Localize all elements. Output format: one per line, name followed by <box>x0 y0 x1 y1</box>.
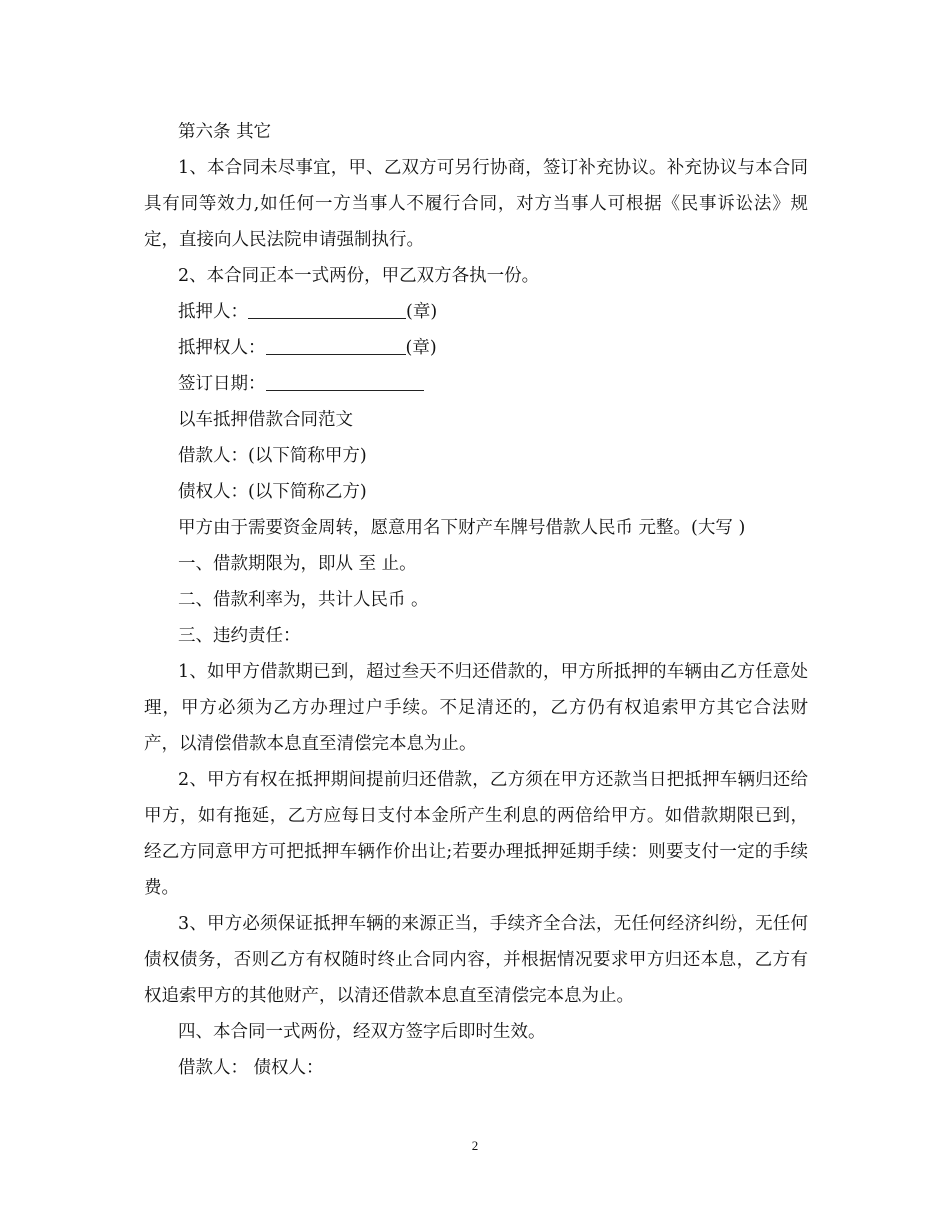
signature-blank <box>266 336 406 355</box>
signature-label: 抵押人： <box>178 302 248 322</box>
clause-copies: 四、本合同一式两份，经双方签字后即时生效。 <box>178 1022 546 1042</box>
signing-date-line <box>144 366 808 402</box>
date-label: 签订日期： <box>178 374 266 394</box>
page-number: 2 <box>471 1138 479 1153</box>
signature-line-mortgagee <box>144 330 808 366</box>
paragraph-1: 1、本合同未尽事宜，甲、乙双方可另行协商，签订补充协议。补充协议与本合同具有同等效力,如任何一方当事人不履行合同，对方当事人可根据《民事诉讼法》规定，直接向人民法院申请强制执行。 <box>144 158 808 250</box>
liability-item-1: 1、如甲方借款期已到，超过叁天不归还借款的，甲方所抵押的车辆由乙方任意处理，甲方必须为乙方办理过户手续。不足清还的，乙方仍有权追索甲方其它合法财产，以清偿借款本息直至清偿完本息为止。 <box>144 662 808 754</box>
borrower-line: 借款人：(以下简称甲方) <box>178 446 367 466</box>
creditor-line: 债权人：(以下简称乙方) <box>178 482 367 502</box>
clause-liability-heading: 三、违约责任： <box>178 626 301 646</box>
seal-suffix: (章) <box>405 338 437 358</box>
clause-term: 一、借款期限为，即从 至 止。 <box>178 554 417 574</box>
signature-line-mortgagor <box>144 294 808 330</box>
clause-interest: 二、借款利率为，共计人民币 。 <box>178 590 429 610</box>
document-body <box>144 114 808 1086</box>
paragraph-purpose: 甲方由于需要资金周转，愿意用名下财产车牌号借款人民币 元整。(大写 ) <box>178 518 746 538</box>
date-blank <box>266 372 424 391</box>
liability-item-2: 2、甲方有权在抵押期间提前归还借款，乙方须在甲方还款当日把抵押车辆归还给甲方，如有拖延，乙方应每日支付本金所产生利息的两倍给甲方。如借款期限已到，经乙方同意甲方可把抵押车辆作价出让;若要办理抵押延期手续：则要支付一定的手续费。 <box>144 770 808 898</box>
section-heading: 第六条 其它 <box>178 122 272 142</box>
signature-footer: 借款人： 债权人： <box>178 1058 324 1078</box>
seal-suffix: (章) <box>406 302 438 322</box>
signature-blank <box>248 300 406 319</box>
signature-label: 抵押权人： <box>178 338 266 358</box>
contract-title: 以车抵押借款合同范文 <box>178 410 353 430</box>
liability-item-3: 3、甲方必须保证抵押车辆的来源正当，手续齐全合法，无任何经济纠纷，无任何债权债务，否则乙方有权随时终止合同内容，并根据情况要求甲方归还本息，乙方有权追索甲方的其他财产，以清还借款本息直至清偿完本息为止。 <box>144 914 808 1006</box>
paragraph-2: 2、本合同正本一式两份，甲乙双方各执一份。 <box>178 266 540 286</box>
